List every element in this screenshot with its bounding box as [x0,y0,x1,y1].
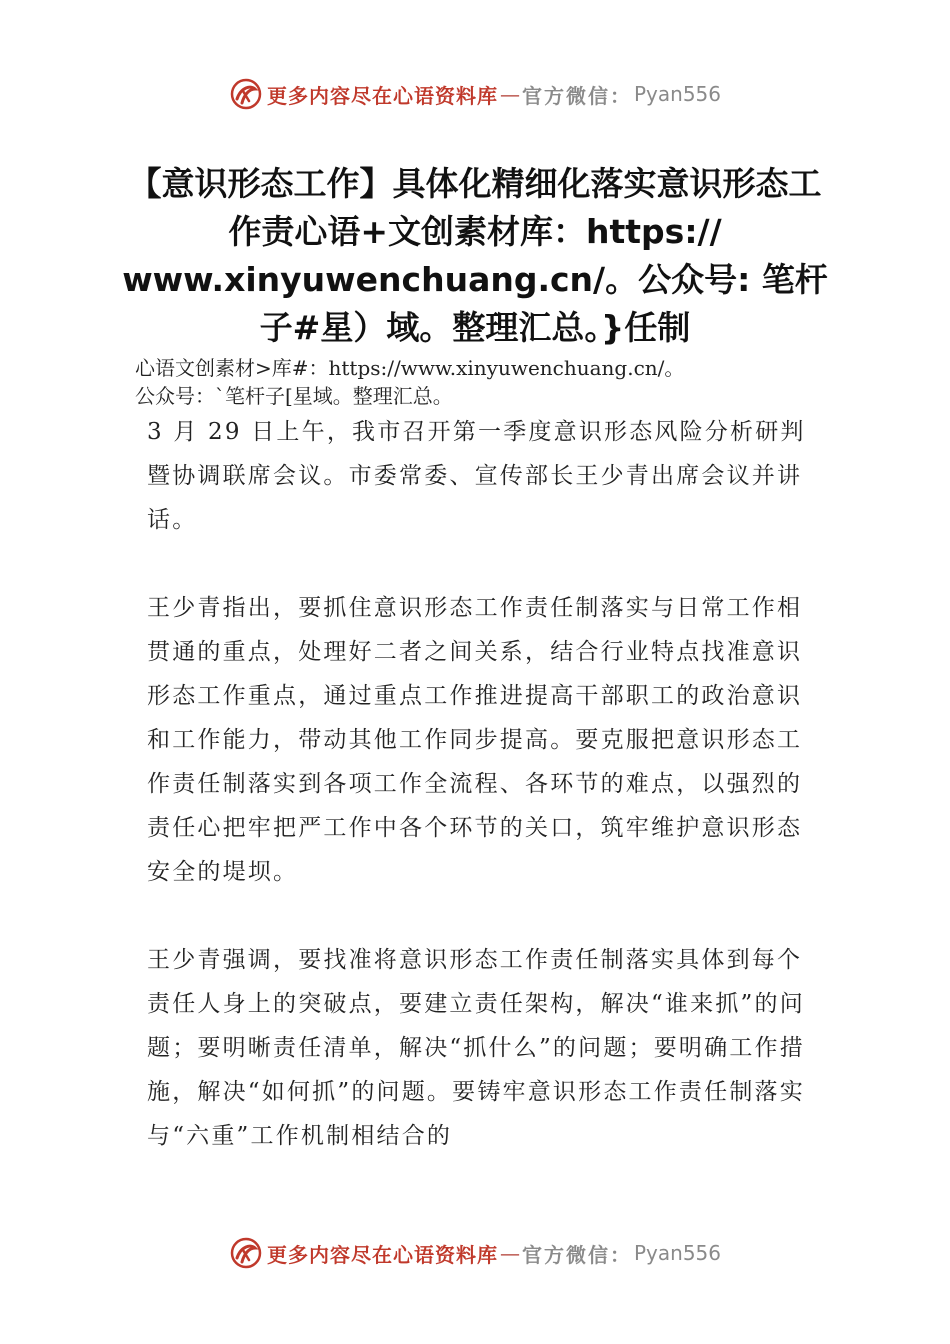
header-banner [0,74,950,114]
document-title: 【意识形态工作】具体化精细化落实意识形态工作责心语+文创素材库：https:// www.xinyuwenchuang.cn/。公众号: 笔杆子#星）域。整理汇总。}任制 [122,164,828,347]
banner-dash: — [499,82,520,106]
banner-slogan: 更多内容尽在心语资料库 [266,83,498,108]
footer-dash: — [499,1241,520,1265]
footer-slogan: 更多内容尽在心语资料库 [266,1242,498,1267]
ribbon-swirl-icon [229,77,263,111]
footer-wechat-label: 官方微信： [521,1242,632,1267]
ribbon-swirl-icon [229,1236,263,1270]
banner-wechat-label: 官方微信： [521,83,632,108]
subheading-line-1: 心语文创素材>库#：https://www.xinyuwenchuang.cn/。 [135,356,685,380]
source-subheading [135,354,825,410]
paragraph-3: 王少青强调，要找准将意识形态工作责任制落实具体到每个责任人身上的突破点，要建立责任架构，解决“谁来抓”的问题；要明晰责任清单，解决“抓什么”的问题；要明确工作措施，解决“如何抓”的问题。要铸牢意识形态工作责任制落实与“六重”工作机制相结合的 [147,947,805,1149]
footer-wechat-id: Pyan556 [633,1241,721,1265]
footer-banner [0,1233,950,1273]
subheading-line-2: 公众号：`笔杆子[星域。整理汇总。 [135,384,453,408]
paragraph-2: 王少青指出，要抓住意识形态工作责任制落实与日常工作相贯通的重点，处理好二者之间关系，结合行业特点找准意识形态工作重点，通过重点工作推进提高干部职工的政治意识和工作能力，带动其他工作同步提高。要克服把意识形态工作责任制落实到各项工作全流程、各环节的难点，以强烈的责任心把牢把严工作中各个环节的关口，筑牢维护意识形态安全的堤坝。 [147,595,803,885]
banner-wechat-id: Pyan556 [633,82,721,106]
paragraph-1: 3 月 29 日上午，我市召开第一季度意识形态风险分析研判暨协调联席会议。市委常委、宣传部长王少青出席会议并讲话。 [147,419,806,533]
